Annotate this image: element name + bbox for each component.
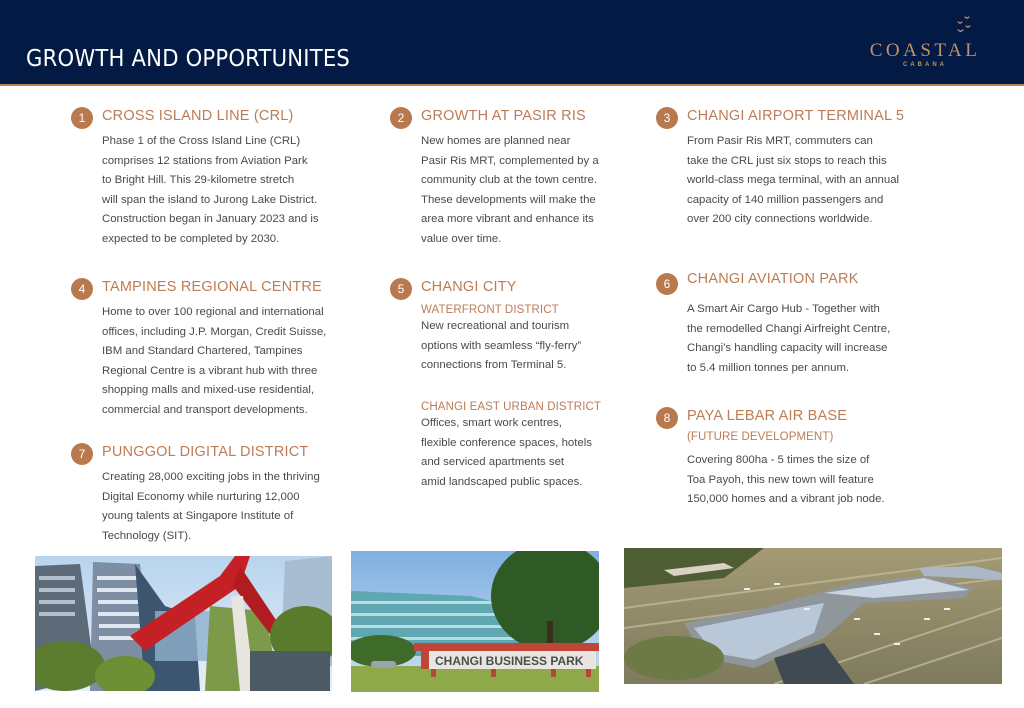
section-title: PAYA LEBAR AIR BASE <box>687 408 848 424</box>
section-number-badge: 6 <box>656 273 678 295</box>
section-number-badge: 5 <box>390 278 412 300</box>
section-title: CHANGI AVIATION PARK <box>687 271 859 287</box>
section-body: From Pasir Ris MRT, commuters can take the CRL just six stops to reach this world-class mega terminal, with an annual capacity of 140 million passengers and over 200 city connections worldwide. <box>687 135 900 226</box>
section-number-badge: 3 <box>656 107 678 129</box>
section-title: PUNGGOL DIGITAL DISTRICT <box>102 444 309 460</box>
section-number-badge: 7 <box>71 443 93 465</box>
business-park-sign: CHANGI BUSINESS PARK <box>435 654 584 668</box>
section-body: Covering 800ha - 5 times the size of Toa Payoh, this new town will feature 150,000 homes and a vibrant job node. <box>687 454 885 506</box>
section-title: CROSS ISLAND LINE (CRL) <box>102 108 294 124</box>
section-body: Home to over 100 regional and international offices, including J.P. Morgan, Credit Suisse, IBM and Standard Chartered, Tampines Regional Centre is a vibrant hub with three shopping malls and mixed-use residential, commercial and transport developments. <box>102 306 327 416</box>
section-subtitle: (FUTURE DEVELOPMENT) <box>687 431 834 443</box>
section-number-badge: 2 <box>390 107 412 129</box>
section-title: TAMPINES REGIONAL CENTRE <box>102 279 322 295</box>
coastal-cabana-logo <box>860 14 990 74</box>
changi-business-park-photo <box>351 551 599 692</box>
punggol-digital-district-photo <box>35 556 332 691</box>
punggol-illustration <box>35 556 332 691</box>
subsection-title: CHANGI EAST URBAN DISTRICT <box>421 401 602 413</box>
section-number-badge: 8 <box>656 407 678 429</box>
changi-terminal-5-photo <box>624 548 1002 684</box>
section-number-badge: 1 <box>71 107 93 129</box>
changi-terminal-illustration <box>624 548 1002 684</box>
subsection-changi-east-urban-district <box>421 401 651 492</box>
section-body: A Smart Air Cargo Hub - Together with the remodelled Changi Airfreight Centre, Changi’s handling capacity will increase to 5.4 million tonnes per annum. <box>687 303 891 374</box>
section-body: New homes are planned near Pasir Ris MRT, complemented by a community club at the town centre. These developments will make the area more vibrant and enhance its value over time. <box>421 135 599 245</box>
section-title: GROWTH AT PASIR RIS <box>421 108 586 124</box>
section-body: Phase 1 of the Cross Island Line (CRL) comprises 12 stations from Aviation Park to Bright Hill. This 29-kilometre stretch will span the island to Jurong Lake District. Construction began in January 2023 and is expected to be completed by 2030. <box>102 135 319 245</box>
logo-wordmark: COASTAL <box>869 40 981 61</box>
section-body: Creating 28,000 exciting jobs in the thriving Digital Economy while nurturing 12,000 young talents at Singapore Institute of Technology (SIT). <box>102 471 320 542</box>
subsection-waterfront-district <box>421 304 651 376</box>
section-title: CHANGI CITY <box>421 279 517 295</box>
page-header <box>0 0 1024 86</box>
page-title: GROWTH AND OPPORTUNITES <box>26 46 350 72</box>
logo-subtitle: CABANA <box>903 62 947 68</box>
subsection-body: New recreational and tourism options with seamless “fly-ferry” connections from Terminal 5. <box>421 320 582 372</box>
changi-business-park-illustration <box>351 551 599 692</box>
section-number-badge: 4 <box>71 278 93 300</box>
subsection-title: WATERFRONT DISTRICT <box>421 304 559 316</box>
section-title: CHANGI AIRPORT TERMINAL 5 <box>687 108 905 124</box>
birds-icon <box>952 14 978 36</box>
subsection-body: Offices, smart work centres, flexible conference spaces, hotels and serviced apartments set amid landscaped public spaces. <box>421 417 592 488</box>
